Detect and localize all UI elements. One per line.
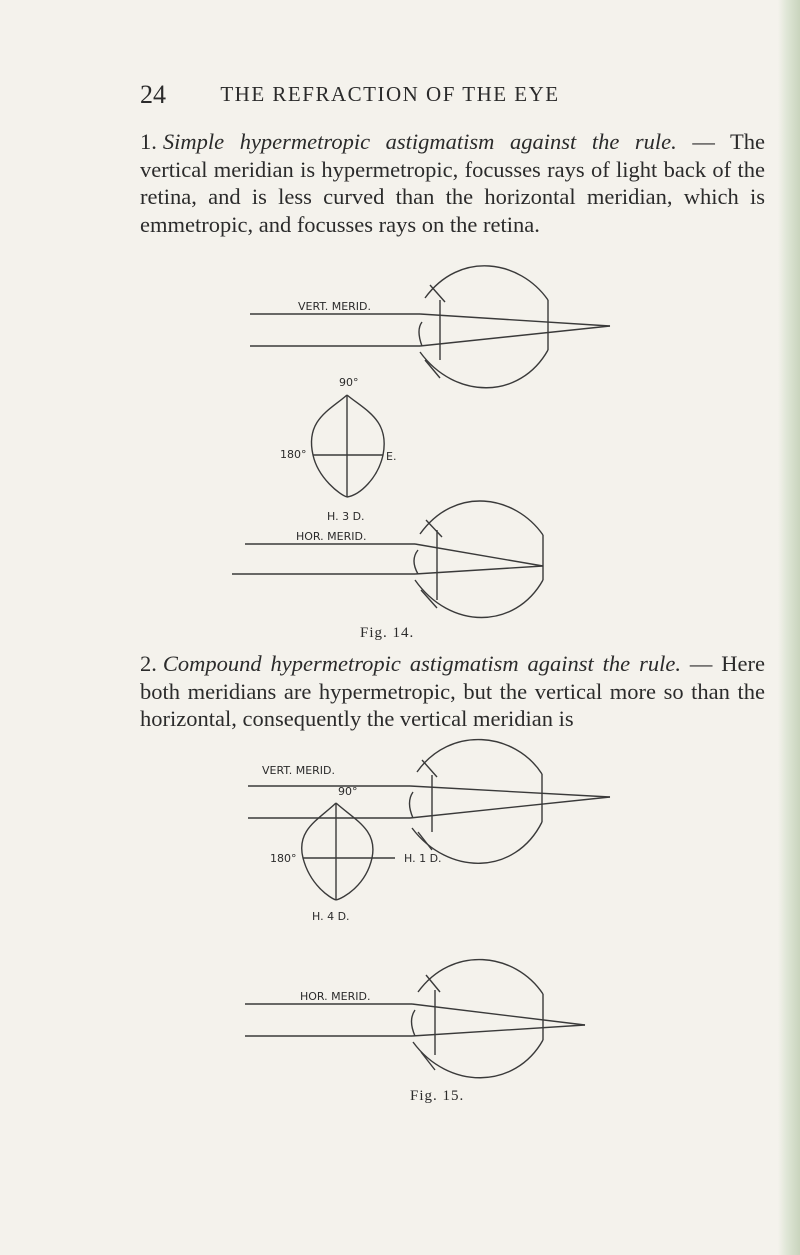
paragraph-dash: — bbox=[689, 651, 713, 676]
hypermetropia-value-label: H. 1 D. bbox=[404, 852, 442, 865]
paragraph-number: 1. bbox=[140, 129, 157, 154]
hypermetropia-value-label: H. 4 D. bbox=[312, 910, 350, 923]
degree-180-label: 180° bbox=[280, 448, 307, 461]
paragraph-body: Here both meridians are hypermetropic, but the vertical more so than the horizontal, consequently the vertical meridian is bbox=[140, 651, 766, 731]
cornea-cross-diagram bbox=[311, 395, 384, 497]
emmetropic-label: E. bbox=[386, 450, 397, 463]
degree-90-label: 90° bbox=[339, 376, 359, 389]
hypermetropia-value-label: H. 3 D. bbox=[327, 510, 365, 523]
paragraph-heading: Simple hypermetropic astigmatism against the rule. bbox=[162, 129, 677, 154]
vertical-meridian-label: VERT. MERID. bbox=[298, 300, 372, 313]
figure-14 bbox=[232, 266, 610, 618]
vertical-meridian-label: VERT. MERID. bbox=[262, 764, 336, 777]
page-edge bbox=[778, 0, 800, 1255]
degree-90-label: 90° bbox=[338, 785, 358, 798]
horizontal-meridian-eye-diagram bbox=[245, 960, 585, 1078]
paragraph-dash: — bbox=[692, 129, 715, 154]
degree-180-label: 180° bbox=[270, 852, 297, 865]
horizontal-meridian-eye-diagram bbox=[232, 501, 543, 618]
vertical-meridian-eye-diagram bbox=[250, 266, 610, 388]
horizontal-meridian-label: HOR. MERID. bbox=[300, 990, 371, 1003]
figure-15 bbox=[245, 740, 610, 1078]
page-number: 24 bbox=[140, 80, 166, 109]
running-title: THE REFRACTION OF THE EYE bbox=[220, 82, 560, 106]
figure-caption: Fig. 14. bbox=[360, 625, 415, 641]
paragraph-number: 2. bbox=[140, 651, 157, 676]
figure-caption: Fig. 15. bbox=[410, 1088, 465, 1104]
paragraph-body: The vertical meridian is hypermetropic, focusses rays of light back of the retina, and is less curved than the horizontal meridian, which is emmetropic, and focusses rays on the retina. bbox=[140, 129, 765, 237]
paragraph-heading: Compound hypermetropic astigmatism against the rule. bbox=[162, 651, 681, 676]
horizontal-meridian-label: HOR. MERID. bbox=[296, 530, 367, 543]
